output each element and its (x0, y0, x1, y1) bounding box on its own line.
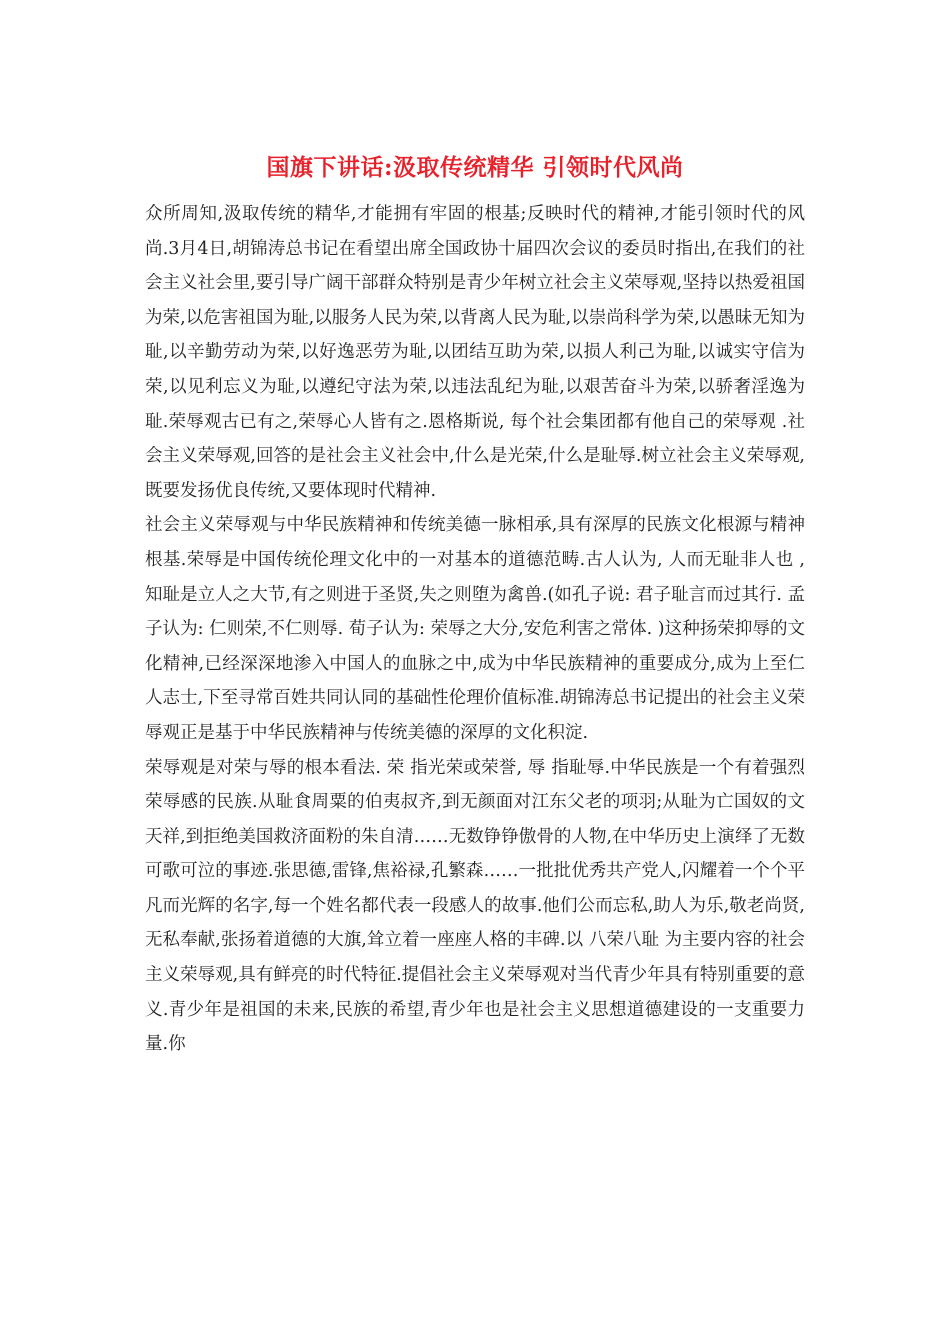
paragraph-3: 荣辱观是对荣与辱的根本看法. 荣 指光荣或荣誉, 辱 指耻辱.中华民族是一个有着强烈荣辱感的民族.从耻食周粟的伯夷叔齐,到无颜面对江东父老的项羽;从耻为亡国奴的文天祥,到拒绝美国救济面粉的朱自清……无数铮铮傲骨的人物,在中华历史上演绎了无数可歌可泣的事迹.张思德,雷锋,焦裕禄,孔繁森……一批批优秀共产党人,闪耀着一个个平凡而光辉的名字,每一个姓名都代表一段感人的故事.他们公而忘私,助人为乐,敬老尚贤,无私奉献,张扬着道德的大旗,耸立着一座座人格的丰碑.以 八荣八耻 为主要内容的社会主义荣辱观,具有鲜亮的时代特征.提倡社会主义荣辱观对当代青少年具有特别重要的意义.青少年是祖国的未来,民族的希望,青少年也是社会主义思想道德建设的一支重要力量.你 (145, 757, 805, 1055)
document-body (145, 197, 805, 1062)
paragraph-1: 众所周知,汲取传统的精华,才能拥有牢固的根基;反映时代的精神,才能引领时代的风尚.3月4日,胡锦涛总书记在看望出席全国政协十届四次会议的委员时指出,在我们的社会主义社会里,要引导广阔干部群众特别是青少年树立社会主义荣辱观,坚持以热爱祖国为荣,以危害祖国为耻,以服务人民为荣,以背离人民为耻,以崇尚科学为荣,以愚昧无知为耻,以辛勤劳动为荣,以好逸恶劳为耻,以团结互助为荣,以损人利己为耻,以诚实守信为荣,以见利忘义为耻,以遵纪守法为荣,以违法乱纪为耻,以艰苦奋斗为荣,以骄奢淫逸为耻.荣辱观古已有之,荣辱心人皆有之.恩格斯说, 每个社会集团都有他自己的荣辱观 .社会主义荣辱观,回答的是社会主义社会中,什么是光荣,什么是耻辱.树立社会主义荣辱观,既要发扬优良传统,又要体现时代精神. (145, 204, 805, 501)
document-title: 国旗下讲话:汲取传统精华 引领时代风尚 (266, 154, 684, 181)
paragraph-2: 社会主义荣辱观与中华民族精神和传统美德一脉相承,具有深厚的民族文化根源与精神根基.荣辱是中国传统伦理文化中的一对基本的道德范畴.古人认为, 人而无耻非人也 ,知耻是立人之大节,有之则进于圣贤,失之则堕为禽兽.(如孔子说: 君子耻言而过其行. 孟子认为: 仁则荣,不仁则辱. 荀子认为: 荣辱之大分,安危利害之常体. )这种扬荣抑辱的文化精神,已经深深地渗入中国人的血脉之中,成为中华民族精神的重要成分,成为上至仁人志士,下至寻常百姓共同认同的基础性伦理价值标准.胡锦涛总书记提出的社会主义荣辱观正是基于中华民族精神与传统美德的深厚的文化积淀. (145, 515, 805, 743)
